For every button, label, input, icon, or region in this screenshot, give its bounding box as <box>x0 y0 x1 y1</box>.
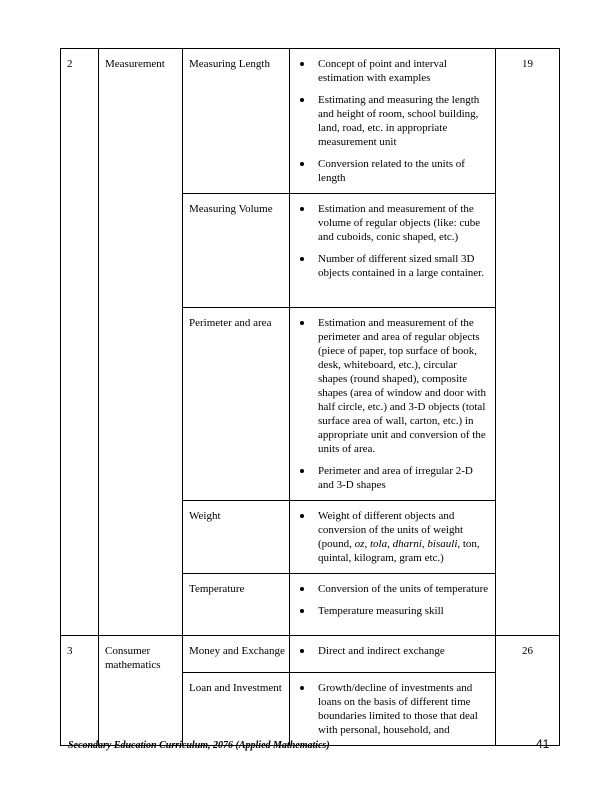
bullet-list <box>290 49 495 185</box>
content-area: Consumer mathematics <box>105 645 161 671</box>
elaboration-cell <box>290 49 496 194</box>
topic-cell <box>183 194 290 308</box>
bullet-item: Weight of different objects and conversion of the units of weight (pound, oz, tola, dharni, bisauli, ton, quintal, kilogram, gram etc.) <box>290 509 489 565</box>
elaboration-cell <box>290 673 496 746</box>
table-row <box>61 636 560 673</box>
table-row <box>61 49 560 194</box>
elaboration-cell <box>290 501 496 574</box>
topic-cell <box>183 501 290 574</box>
page-footer: Secondary Education Curriculum, 2076 (Applied Mathematics) <box>68 740 330 751</box>
topic-cell <box>183 673 290 746</box>
topic-cell <box>183 308 290 501</box>
bullet-item: Estimation and measurement of the volume of regular objects (like: cube and cuboids, conic shaped, etc.) <box>290 202 489 244</box>
topic-name: Money and Exchange <box>189 645 285 657</box>
topic-name: Measuring Volume <box>189 203 273 215</box>
bullet-item: Conversion of the units of temperature <box>290 582 489 596</box>
hours-cell <box>496 636 560 746</box>
content-area-cell <box>99 49 183 636</box>
bullet-item: Temperature measuring skill <box>290 604 489 618</box>
bullet-item: Concept of point and interval estimation with examples <box>290 57 489 85</box>
bullet-item: Estimation and measurement of the perimeter and area of regular objects (piece of paper, top surface of book, desk, whiteboard, etc.), circular shapes (round shaped), composite shapes (area of window and door with half circle, etc.) and 3-D objects (total surface area of wall, carton, etc.) in appropriate unit and conversion of the units of area. <box>290 316 489 456</box>
bullet-item: Perimeter and area of irregular 2-D and 3-D shapes <box>290 464 489 492</box>
bullet-item: Conversion related to the units of length <box>290 157 489 185</box>
bullet-list <box>290 308 495 492</box>
curriculum-table <box>60 48 560 746</box>
elaboration-cell <box>290 194 496 308</box>
content-area-cell <box>99 636 183 746</box>
elaboration-cell <box>290 636 496 673</box>
bullet-item: Number of different sized small 3D objects contained in a large container. <box>290 252 489 280</box>
topic-cell <box>183 636 290 673</box>
topic-name: Perimeter and area <box>189 317 272 329</box>
unit-number-cell <box>61 636 99 746</box>
elaboration-cell <box>290 574 496 636</box>
topic-cell <box>183 574 290 636</box>
page-number: 41 <box>536 737 550 751</box>
unit-number-cell <box>61 49 99 636</box>
topic-cell <box>183 49 290 194</box>
topic-name: Weight <box>189 510 221 522</box>
teaching-hours: 26 <box>522 645 533 657</box>
bullet-list <box>290 574 495 618</box>
content-area: Measurement <box>105 58 165 70</box>
unit-number: 2 <box>67 58 73 70</box>
bullet-list <box>290 194 495 280</box>
teaching-hours: 19 <box>522 58 533 70</box>
topic-name: Temperature <box>189 583 245 595</box>
bullet-item: Estimating and measuring the length and height of room, school building, land, road, etc. in appropriate measurement unit <box>290 93 489 149</box>
elaboration-cell <box>290 308 496 501</box>
bullet-list <box>290 636 495 658</box>
hours-cell <box>496 49 560 636</box>
bullet-item: Growth/decline of investments and loans on the basis of different time boundaries limited to those that deal with personal, household, and <box>290 681 489 737</box>
topic-name: Measuring Length <box>189 58 270 70</box>
topic-name: Loan and Investment <box>189 682 282 694</box>
bullet-item: Direct and indirect exchange <box>290 644 489 658</box>
unit-number: 3 <box>67 645 73 657</box>
bullet-list <box>290 673 495 737</box>
bullet-list <box>290 501 495 565</box>
